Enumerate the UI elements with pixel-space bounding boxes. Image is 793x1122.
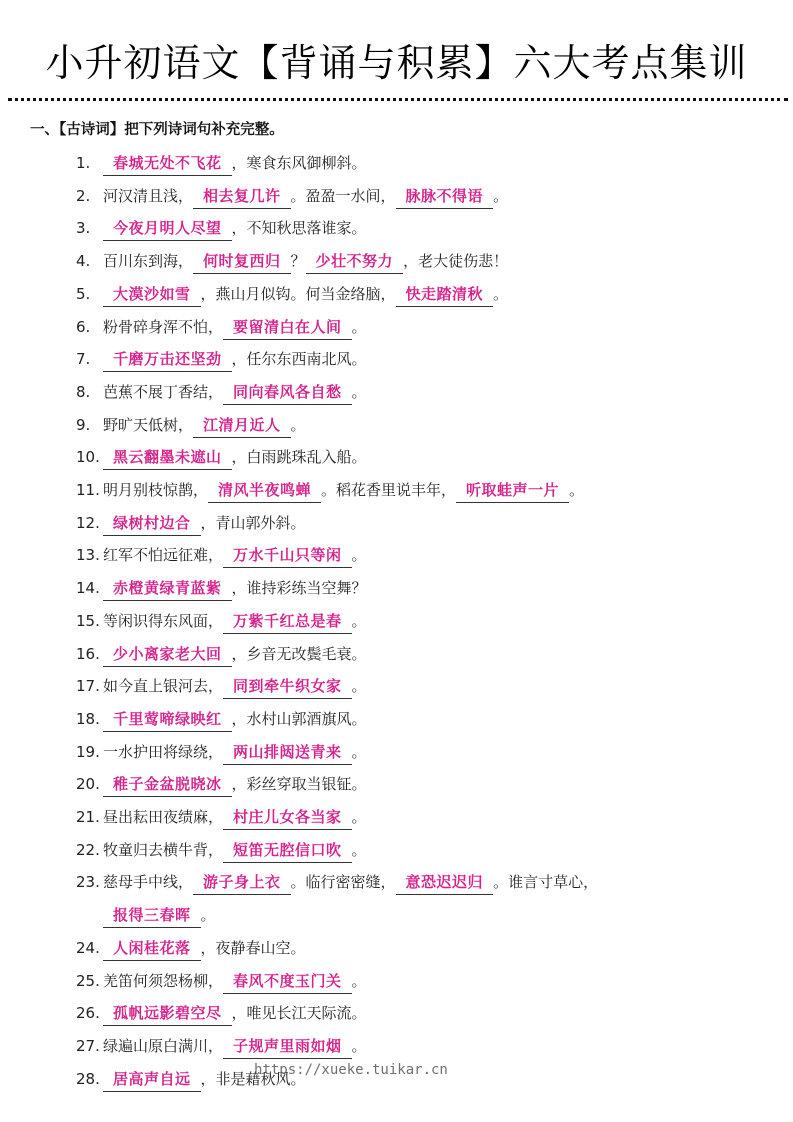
question-row [0,738,793,766]
answer-blank: 听取蛙声一片 [456,478,569,503]
question-row [0,967,793,995]
answer-blank: 意恐迟迟归 [396,870,494,895]
question-body [103,378,367,406]
dotted-divider [8,98,788,101]
question-row [0,607,793,635]
question-body [103,836,367,864]
question-number: 2. [76,186,91,205]
question-body [103,509,306,537]
answer-blank: 子规声里雨如烟 [223,1034,352,1059]
question-body [103,280,508,308]
question-number: 8. [76,382,91,401]
question-number: 7. [76,350,91,369]
question-body [103,214,367,242]
question-row [0,214,793,242]
question-body [103,476,584,504]
poem-text: ，燕山月似钩。何当金络脑， [200,284,396,303]
poem-text: 百川东到海， [103,252,194,271]
poem-text: 。 [351,677,367,696]
question-row [0,999,793,1027]
question-row [0,1032,793,1060]
section-heading [30,118,284,139]
question-row [0,672,793,700]
answer-blank: 今夜月明人尽望 [103,216,232,241]
answer-blank: 少壮不努力 [306,249,404,274]
question-row [0,182,793,210]
question-row [0,280,793,308]
poem-text: 河汉清且浅， [103,186,194,205]
poem-text: ，夜静春山空。 [200,938,306,957]
answer-blank: 要留清白在人间 [223,315,352,340]
question-body [103,672,367,700]
poem-text: 。 [351,1036,367,1055]
answer-blank: 相去复几许 [193,184,291,209]
answer-blank: 村庄儿女各当家 [223,805,352,830]
poem-text: 。 [351,742,367,761]
poem-text: ，唯见长江天际流。 [231,1004,367,1023]
answer-blank: 清风半夜鸣蝉 [208,478,321,503]
answer-blank: 快走踏清秋 [396,282,494,307]
answer-blank: 春城无处不飞花 [103,151,232,176]
poem-text: 。 [290,415,306,434]
answer-blank: 同向春风各自愁 [223,380,352,405]
poem-text: 绿遍山原白满川， [103,1036,224,1055]
question-number: 6. [76,317,91,336]
poem-text: 。 [351,840,367,859]
poem-text: 。谁言寸草心， [493,873,599,892]
answer-blank: 稚子金盆脱晓冰 [103,772,232,797]
question-number: 3. [76,219,91,238]
question-number: 14. [76,579,100,598]
question-body [103,607,367,635]
poem-text: 野旷天低树， [103,415,194,434]
question-body [103,313,367,341]
question-number: 17. [76,677,100,696]
poem-text: ，老大徒伤悲！ [403,252,509,271]
question-row [0,247,793,275]
poem-text: 。 [569,481,585,499]
question-number: 9. [76,415,91,434]
question-body [103,574,367,602]
question-body [103,1032,367,1060]
poem-text: 。 [351,611,367,630]
watermark-url: https://xueke.tuikar.cn [254,1062,448,1078]
question-row [0,378,793,406]
question-row [0,901,793,929]
question-number: 24. [76,938,100,957]
question-number: 25. [76,971,100,990]
question-row [0,803,793,831]
question-number: 20. [76,775,100,794]
question-row [0,836,793,864]
page-title: 小升初语文【背诵与积累】六大考点集训 [45,41,748,85]
question-body [103,411,306,439]
question-number: 5. [76,284,91,303]
answer-blank: 报得三春晖 [103,903,201,928]
question-body [103,868,598,896]
question-body [103,149,367,177]
poem-text: 红军不怕远征难， [103,546,224,565]
question-row [0,443,793,471]
poem-text: 。 [351,382,367,401]
question-row [0,345,793,373]
poem-text: 。稻花香里说丰年， [321,481,457,499]
answer-blank: 少小离家老大回 [103,642,232,667]
section-instruction: 把下列诗词句补充完整。 [124,122,284,138]
question-number: 27. [76,1036,100,1055]
question-row [0,770,793,798]
answer-blank: 千磨万击还坚劲 [103,347,232,372]
poem-text: 。 [493,186,509,205]
question-row [0,476,793,504]
question-number: 15. [76,611,100,630]
answer-blank: 千里莺啼绿映红 [103,707,232,732]
question-body [103,770,367,798]
poem-text: ，乡音无改鬓毛衰。 [231,644,367,663]
poem-text: ，青山郭外斜。 [200,513,306,532]
question-row [0,640,793,668]
question-number: 22. [76,840,100,859]
question-number: 21. [76,808,100,826]
section-number: 一、 [30,122,59,138]
answer-blank: 何时复西归 [193,249,291,274]
answer-blank: 居高声自远 [103,1067,201,1092]
answer-blank: 同到牵牛织女家 [223,674,352,699]
answer-blank: 绿树村边合 [103,511,201,536]
poem-text: 羌笛何须怨杨柳， [103,971,224,990]
question-body [103,640,367,668]
poem-text: ，任尔东西南北风。 [231,350,367,369]
question-body [103,247,508,275]
answer-blank: 万水千山只等闲 [223,543,352,568]
question-number: 19. [76,742,100,761]
poem-text: 。 [200,906,216,925]
poem-text: 。盈盈一水间， [290,186,396,205]
question-row [0,868,793,896]
question-row [0,934,793,962]
poem-text: 牧童归去横牛背， [103,840,224,859]
poem-text: 昼出耘田夜绩麻， [103,808,224,826]
poem-text: ，白雨跳珠乱入船。 [231,448,367,467]
poem-text: ，非是藉秋风。 [200,1069,306,1088]
question-row [0,574,793,602]
question-body [103,738,367,766]
poem-text: ？ [290,252,306,271]
question-number: 16. [76,644,100,663]
answer-blank: 黑云翻墨未遮山 [103,445,232,470]
poem-text: 。 [351,808,367,826]
answer-blank: 两山排闼送青来 [223,740,352,765]
question-number: 1. [76,154,91,172]
poem-text: 慈母手中线， [103,873,194,892]
question-body [103,934,306,962]
answer-blank: 孤帆远影碧空尽 [103,1001,232,1026]
poem-text: ，寒食东风御柳斜。 [231,154,367,172]
question-number: 28. [76,1069,100,1088]
poem-text: 芭蕉不展丁香结， [103,382,224,401]
answer-blank: 人闲桂花落 [103,936,201,961]
poem-text: 如今直上银河去， [103,677,224,696]
poem-text: 。 [351,546,367,565]
question-row [0,509,793,537]
question-number: 23. [76,873,100,892]
question-body [103,901,216,929]
answer-blank: 江清月近人 [193,413,291,438]
question-number: 12. [76,513,100,532]
question-body [103,345,367,373]
poem-text: ，谁持彩练当空舞？ [231,579,367,598]
question-body [103,999,367,1027]
answer-blank: 游子身上衣 [193,870,291,895]
question-row [0,705,793,733]
poem-text: 。临行密密缝， [290,873,396,892]
question-number: 26. [76,1004,100,1023]
poem-text: ，彩丝穿取当银钲。 [231,775,367,794]
question-number: 11. [76,481,100,499]
question-body [103,443,367,471]
question-number: 13. [76,546,100,565]
question-row [0,411,793,439]
poem-text: ，不知秋思落谁家。 [231,219,367,238]
poem-text: ，水村山郭酒旗风。 [231,709,367,728]
poem-text: 。 [493,284,509,303]
question-body [103,967,367,995]
answer-blank: 赤橙黄绿青蓝紫 [103,576,232,601]
question-body [103,705,367,733]
poem-text: 等闲识得东风面， [103,611,224,630]
question-row [0,313,793,341]
question-number: 4. [76,252,91,271]
answer-blank: 脉脉不得语 [396,184,494,209]
question-row [0,541,793,569]
section-tag: 【古诗词】 [59,122,125,138]
answer-blank: 万紫千红总是春 [223,609,352,634]
poem-text: 一水护田将绿绕， [103,742,224,761]
question-body [103,182,508,210]
poem-text: 粉骨碎身浑不怕， [103,317,224,336]
answer-blank: 短笛无腔信口吹 [223,838,352,863]
poem-text: 。 [351,317,367,336]
question-row [0,149,793,177]
question-number: 18. [76,709,100,728]
question-number: 10. [76,448,100,467]
poem-text: 明月别枝惊鹊， [103,481,209,499]
question-body [103,803,367,831]
answer-blank: 春风不度玉门关 [223,969,352,994]
question-body [103,541,367,569]
answer-blank: 大漠沙如雪 [103,282,201,307]
poem-text: 。 [351,971,367,990]
